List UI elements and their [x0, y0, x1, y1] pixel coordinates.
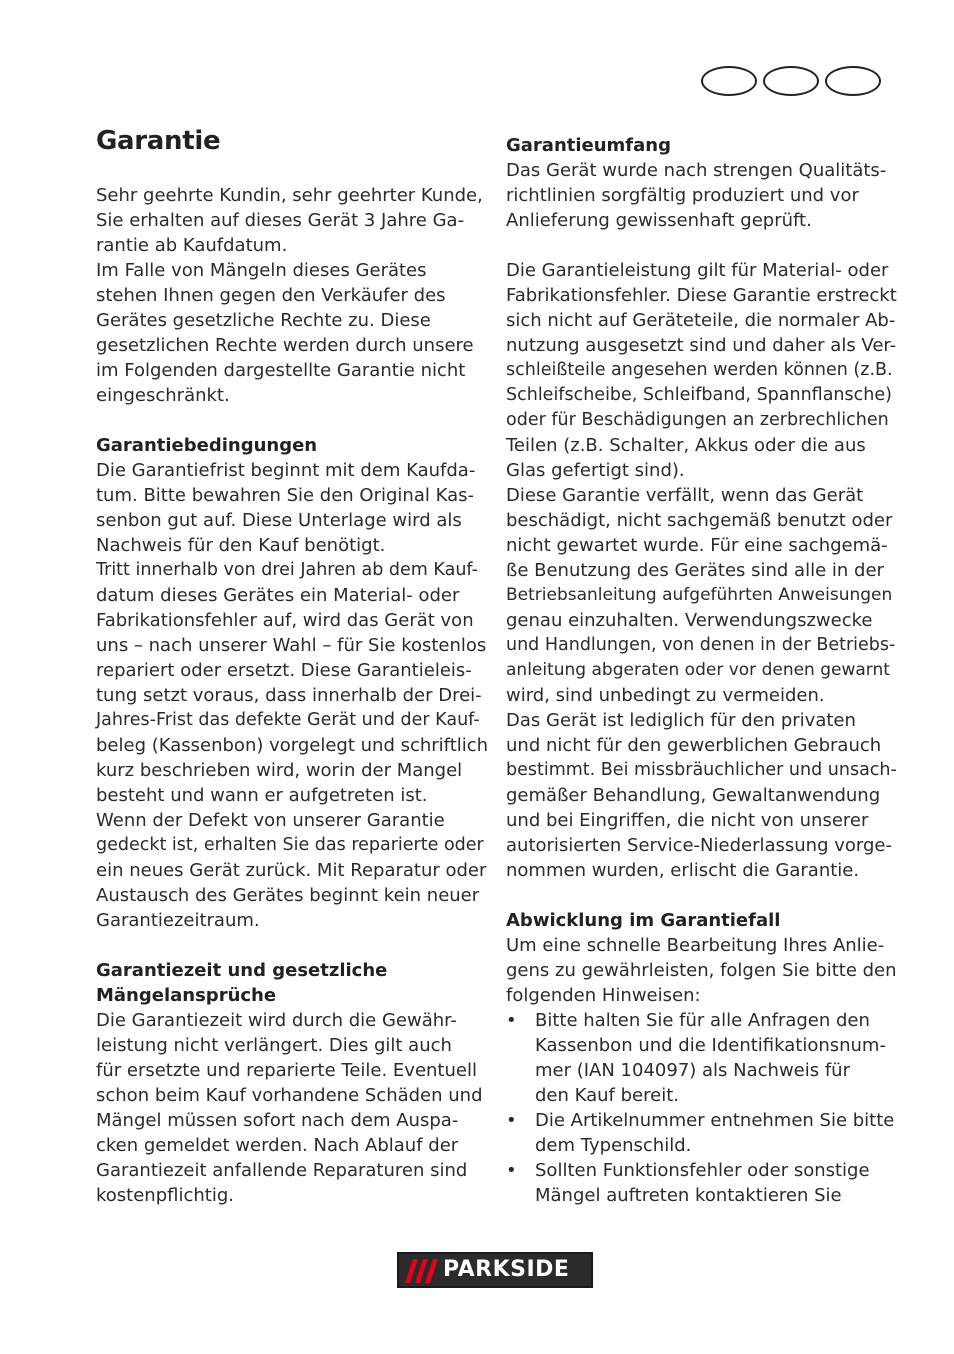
right-bullet-text: Bitte halten Sie für alle Anfragen den	[535, 1010, 870, 1031]
left-text-line: tum. Bitte bewahren Sie den Original Kas-	[96, 485, 474, 506]
right-section-heading: Garantieumfang	[506, 135, 671, 156]
left-text-line: Die Garantiefrist beginnt mit dem Kaufda-	[96, 460, 476, 481]
left-spacer	[96, 933, 488, 958]
right-text-line: gemäßer Behandlung, Gewaltanwendung	[506, 785, 881, 806]
right-text-line: wird, sind unbedingt zu vermeiden.	[506, 685, 825, 706]
left-text-line: rantie ab Kaufdatum.	[96, 235, 288, 256]
right-bullet-item	[506, 1008, 898, 1033]
left-text-line: Sie erhalten auf dieses Gerät 3 Jahre Ga-	[96, 210, 465, 231]
left-text-line: uns – nach unserer Wahl – für Sie kostenlos	[96, 635, 487, 656]
right-bullet-text: Sollten Funktionsfehler oder sonstige	[535, 1160, 870, 1181]
right-spacer	[506, 883, 898, 908]
right-text-line: Diese Garantie verfällt, wenn das Gerät	[506, 485, 864, 506]
page-title: Garantie	[96, 126, 221, 156]
right-text-line: nutzung ausgesetzt sind und daher als Ver-	[506, 335, 897, 356]
left-text-line: Im Falle von Mängeln dieses Gerätes	[96, 260, 427, 281]
left-text-line: Tritt innerhalb von drei Jahren ab dem Kauf-	[96, 560, 478, 580]
language-oval-2	[763, 66, 819, 96]
right-text-line: und nicht für den gewerblichen Gebrauch	[506, 735, 882, 756]
right-text-line: gens zu gewährleisten, folgen Sie bitte den	[506, 960, 897, 981]
left-text-line: Die Garantiezeit wird durch die Gewähr-	[96, 1010, 457, 1031]
left-text-line: Mängel müssen sofort nach dem Auspa-	[96, 1110, 459, 1131]
right-text-line: Das Gerät wurde nach strengen Qualitäts-	[506, 160, 887, 181]
right-spacer	[506, 233, 898, 258]
left-text-line: im Folgenden dargestellte Garantie nicht	[96, 360, 466, 381]
right-text-line: Anlieferung gewissenhaft geprüft.	[506, 210, 812, 231]
left-text-line: eingeschränkt.	[96, 385, 230, 406]
left-text-line: Sehr geehrte Kundin, sehr geehrter Kunde,	[96, 185, 483, 206]
right-bullet-item	[506, 1108, 898, 1133]
right-text-line: nicht gewartet wurde. Für eine sachgemä-	[506, 535, 888, 556]
right-text-line: autorisierten Service-Niederlassung vorge-	[506, 835, 892, 856]
right-text-line: und Handlungen, von denen in der Betriebs-	[506, 635, 896, 655]
right-text-line: genau einzuhalten. Verwendungszwecke	[506, 610, 873, 631]
right-text-line: nommen wurden, erlischt die Garantie.	[506, 860, 860, 881]
left-text-line: Fabrikationsfehler auf, wird das Gerät von	[96, 610, 474, 631]
left-text-line: senbon gut auf. Diese Unterlage wird als	[96, 510, 462, 531]
left-text-line: Austausch des Gerätes beginnt kein neuer	[96, 885, 480, 906]
left-text-line: Garantiezeitraum.	[96, 910, 260, 931]
right-text-line: ße Benutzung des Gerätes sind alle in der	[506, 560, 884, 581]
right-bullet-continuation: Kassenbon und die Identifikationsnum-	[535, 1035, 886, 1056]
left-text-line: tung setzt voraus, dass innerhalb der Drei-	[96, 685, 482, 706]
left-column	[96, 183, 488, 1208]
left-text-line: Nachweis für den Kauf benötigt.	[96, 535, 386, 556]
right-text-line: Betriebsanleitung aufgeführten Anweisungen	[506, 585, 893, 605]
left-section-heading: Garantiezeit und gesetzliche	[96, 960, 388, 981]
right-text-line: sich nicht auf Geräteteile, die normaler Ab-	[506, 310, 896, 331]
logo-stripes-icon	[405, 1259, 441, 1283]
right-text-line: beschädigt, nicht sachgemäß benutzt oder	[506, 510, 893, 531]
logo-brand-text: PARKSIDE	[443, 1257, 570, 1282]
right-text-line: anleitung abgeraten oder vor denen gewarnt	[506, 660, 890, 680]
left-spacer	[96, 408, 488, 433]
left-text-line: Jahres-Frist das defekte Gerät und der Kauf-	[96, 710, 480, 730]
right-text-line: oder für Beschädigungen an zerbrechlichen	[506, 410, 889, 430]
parkside-logo	[397, 1252, 593, 1288]
right-bullet-continuation: Mängel auftreten kontaktieren Sie	[535, 1185, 842, 1206]
right-text-line: richtlinien sorgfältig produziert und vor	[506, 185, 859, 206]
right-text-line: Um eine schnelle Bearbeitung Ihres Anlie-	[506, 935, 885, 956]
left-text-line: repariert oder ersetzt. Diese Garantieleis-	[96, 660, 472, 681]
left-text-line: gesetzlichen Rechte werden durch unsere	[96, 335, 474, 356]
right-text-line: Das Gerät ist lediglich für den privaten	[506, 710, 856, 731]
right-text-line: schleißteile angesehen werden können (z.B.	[506, 360, 893, 380]
language-indicator-ovals	[701, 66, 891, 98]
right-text-line: Schleifscheibe, Schleifband, Spannflansche)	[506, 385, 892, 405]
left-text-line: cken gemeldet werden. Nach Ablauf der	[96, 1135, 459, 1156]
left-text-line: Wenn der Defekt von unserer Garantie	[96, 810, 445, 831]
right-section-heading: Abwicklung im Garantiefall	[506, 910, 781, 931]
left-text-line: kurz beschrieben wird, worin der Mangel	[96, 760, 463, 781]
right-text-line: Glas gefertigt sind).	[506, 460, 685, 481]
left-section-heading: Garantiebedingungen	[96, 435, 318, 456]
right-text-line: und bei Eingriffen, die nicht von unserer	[506, 810, 869, 831]
bullet-icon: •	[506, 1160, 517, 1181]
left-text-line: Gerätes gesetzliche Rechte zu. Diese	[96, 310, 431, 331]
language-oval-3	[825, 66, 881, 96]
left-text-line: kostenpflichtig.	[96, 1185, 234, 1206]
language-oval-1	[701, 66, 757, 96]
left-text-line: stehen Ihnen gegen den Verkäufer des	[96, 285, 446, 306]
left-text-line: leistung nicht verlängert. Dies gilt auch	[96, 1035, 452, 1056]
right-text-line: Fabrikationsfehler. Diese Garantie erstreckt	[506, 285, 897, 306]
left-section-heading: Mängelansprüche	[96, 985, 277, 1006]
right-text-line: bestimmt. Bei missbräuchlicher und unsach-	[506, 760, 897, 780]
right-bullet-text: Die Artikelnummer entnehmen Sie bitte	[535, 1110, 895, 1131]
left-text-line: ein neues Gerät zurück. Mit Reparatur oder	[96, 860, 487, 881]
right-bullet-continuation: dem Typenschild.	[535, 1135, 692, 1156]
left-text-line: Garantiezeit anfallende Reparaturen sind	[96, 1160, 468, 1181]
left-text-line: gedeckt ist, erhalten Sie das reparierte oder	[96, 835, 484, 855]
left-text-line: besteht und wann er aufgetreten ist.	[96, 785, 428, 806]
left-text-line: beleg (Kassenbon) vorgelegt und schriftlich	[96, 735, 489, 756]
right-text-line: Die Garantieleistung gilt für Material- oder	[506, 260, 889, 281]
right-text-line: folgenden Hinweisen:	[506, 985, 701, 1006]
bullet-icon: •	[506, 1010, 517, 1031]
left-text-line: schon beim Kauf vorhandene Schäden und	[96, 1085, 483, 1106]
bullet-icon: •	[506, 1110, 517, 1131]
right-column	[506, 133, 898, 1208]
right-bullet-continuation: mer (IAN 104097) als Nachweis für	[535, 1060, 850, 1081]
right-bullet-continuation: den Kauf bereit.	[535, 1085, 679, 1106]
left-text-line: datum dieses Gerätes ein Material- oder	[96, 585, 460, 606]
right-text-line: Teilen (z.B. Schalter, Akkus oder die aus	[506, 435, 866, 456]
left-text-line: für ersetzte und reparierte Teile. Eventuell	[96, 1060, 477, 1081]
right-bullet-item	[506, 1158, 898, 1183]
